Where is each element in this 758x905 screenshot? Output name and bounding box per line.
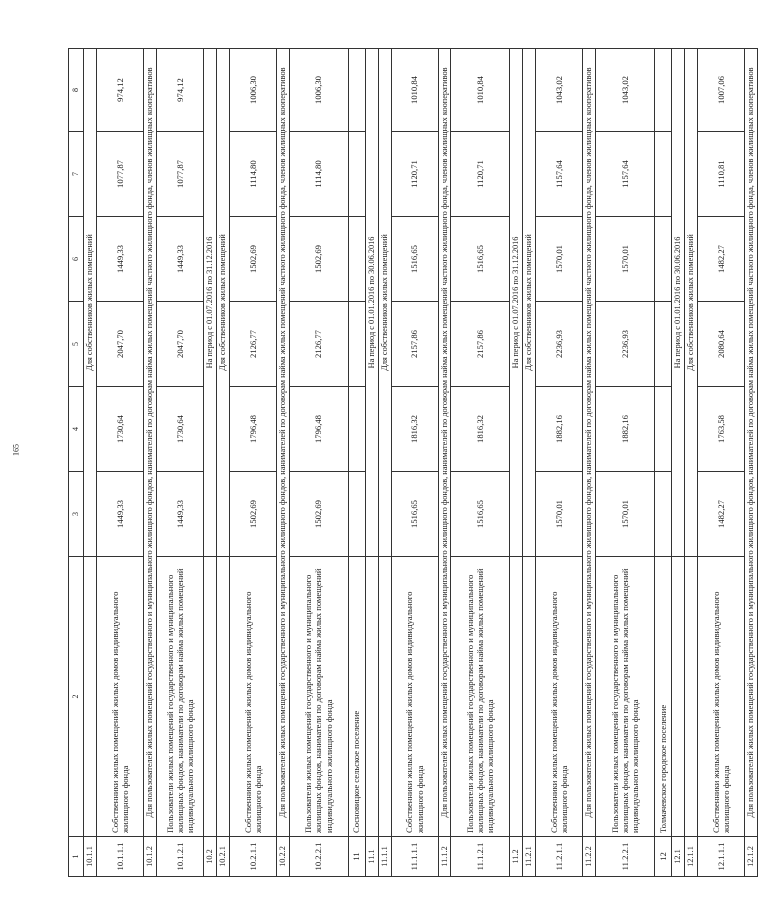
row-number: 10.1.1: [84, 837, 97, 877]
section-label: Для собственников жилых помещений: [523, 49, 536, 557]
section-label: На период с 01.07.2016 по 31.12.2016: [510, 49, 523, 557]
empty-cell: [523, 557, 536, 837]
value-cell: 1570,01: [536, 472, 583, 557]
row-number: 10.2.1.1: [229, 837, 276, 877]
value-cell: 2126,77: [229, 302, 276, 387]
column-header: 6: [69, 217, 84, 302]
empty-cell: [685, 557, 698, 837]
value-cell: 1502,69: [229, 217, 276, 302]
value-cell: 1120,71: [451, 132, 510, 217]
column-header-row: [69, 49, 84, 877]
empty-cell: [655, 132, 672, 217]
value-cell: 1010,84: [391, 49, 438, 132]
empty-cell: [348, 387, 365, 472]
column-header: 3: [69, 472, 84, 557]
value-cell: 2126,77: [289, 302, 348, 387]
value-cell: 2236,93: [536, 302, 583, 387]
row-number: 12.1.2: [745, 837, 758, 877]
column-header: 8: [69, 49, 84, 132]
value-cell: 1516,65: [391, 217, 438, 302]
value-cell: 1449,33: [97, 472, 144, 557]
value-cell: 1796,48: [289, 387, 348, 472]
value-cell: 1482,27: [698, 472, 745, 557]
value-cell: 1516,65: [451, 472, 510, 557]
empty-cell: [655, 49, 672, 132]
row-number: 10.1.2.1: [156, 837, 203, 877]
row-number: 10.2.2.1: [289, 837, 348, 877]
section-row: [523, 49, 536, 877]
section-label: Для пользователей жилых помещений государственного и муниципального жилищного фондов, нанимателей по договорам найма жилых помещений частного жилищного фонда, членов жилищных кооперативов: [583, 49, 596, 837]
value-cell: 2080,64: [698, 302, 745, 387]
row-description: Собственники жилых помещений жилых домов индивидуального жилищного фонда: [391, 557, 438, 837]
section-label: Для пользователей жилых помещений государственного и муниципального жилищного фондов, нанимателей по договорам найма жилых помещений частного жилищного фонда, членов жилищных кооперативов: [438, 49, 451, 837]
section-row: [276, 49, 289, 877]
value-cell: 1570,01: [536, 217, 583, 302]
value-cell: 1796,48: [229, 387, 276, 472]
value-cell: 1516,65: [391, 472, 438, 557]
section-label: На период с 01.01.2016 по 30.06.2016: [365, 49, 378, 557]
empty-cell: [84, 557, 97, 837]
table-body: [69, 49, 758, 877]
tariff-table: [68, 48, 758, 877]
empty-cell: [655, 387, 672, 472]
row-number: 11: [348, 837, 365, 877]
column-header: 4: [69, 387, 84, 472]
value-cell: 2157,86: [391, 302, 438, 387]
value-cell: 1730,64: [97, 387, 144, 472]
row-number: 12.1.1.1: [698, 837, 745, 877]
section-label: На период с 01.01.2016 по 30.06.2016: [672, 49, 685, 557]
row-number: 10.2.1: [216, 837, 229, 877]
value-cell: 1502,69: [289, 472, 348, 557]
settlement-name: Толмачевское городское поселение: [655, 557, 672, 837]
value-cell: 1449,33: [156, 472, 203, 557]
section-row: [745, 49, 758, 877]
empty-cell: [348, 49, 365, 132]
empty-cell: [655, 302, 672, 387]
row-description: Собственники жилых помещений жилых домов индивидуального жилищного фонда: [536, 557, 583, 837]
row-description: Пользователи жилых помещений государственного и муниципального жилищных фондов, наниматели по договорам найма жилых помещений индивидуального жилищного фонда: [596, 557, 655, 837]
section-label: Для пользователей жилых помещений государственного и муниципального жилищного фондов, нанимателей по договорам найма жилых помещений частного жилищного фонда, членов жилищных кооперативов: [144, 49, 157, 837]
row-number: 12.1.1: [685, 837, 698, 877]
value-cell: 1114,80: [229, 132, 276, 217]
empty-cell: [348, 302, 365, 387]
row-number: 10.2.2: [276, 837, 289, 877]
empty-cell: [348, 132, 365, 217]
empty-cell: [365, 557, 378, 837]
section-row: [378, 49, 391, 877]
table-row: [97, 49, 144, 877]
column-header: 2: [69, 557, 84, 837]
value-cell: 1502,69: [289, 217, 348, 302]
value-cell: 1157,64: [536, 132, 583, 217]
section-row: [510, 49, 523, 877]
section-row: [144, 49, 157, 877]
value-cell: 1516,65: [451, 217, 510, 302]
table-row: [289, 49, 348, 877]
value-cell: 1006,30: [229, 49, 276, 132]
value-cell: 974,12: [156, 49, 203, 132]
value-cell: 1007,06: [698, 49, 745, 132]
value-cell: 1482,27: [698, 217, 745, 302]
rotated-page-content: [68, 49, 756, 877]
row-number: 11.1.2.1: [451, 837, 510, 877]
settlement-row: [348, 49, 365, 877]
row-description: Пользователи жилых помещений государственного и муниципального жилищных фондов, наниматели по договорам найма жилых помещений индивидуального жилищного фонда: [451, 557, 510, 837]
value-cell: 1816,32: [391, 387, 438, 472]
row-number: 11.2: [510, 837, 523, 877]
column-header: 5: [69, 302, 84, 387]
row-description: Собственники жилых помещений жилых домов индивидуального жилищного фонда: [698, 557, 745, 837]
row-description: Пользователи жилых помещений государственного и муниципального жилищных фондов, наниматели по договорам найма жилых помещений индивидуального жилищного фонда: [156, 557, 203, 837]
value-cell: 1816,32: [451, 387, 510, 472]
value-cell: 1120,71: [391, 132, 438, 217]
empty-cell: [378, 557, 391, 837]
value-cell: 1730,64: [156, 387, 203, 472]
empty-cell: [203, 557, 216, 837]
empty-cell: [655, 472, 672, 557]
section-row: [672, 49, 685, 877]
empty-cell: [216, 557, 229, 837]
settlement-name: Сосновицкое сельское поселение: [348, 557, 365, 837]
row-description: Собственники жилых помещений жилых домов индивидуального жилищного фонда: [229, 557, 276, 837]
value-cell: 2157,86: [451, 302, 510, 387]
section-label: Для собственников жилых помещений: [685, 49, 698, 557]
value-cell: 1882,16: [596, 387, 655, 472]
empty-cell: [348, 472, 365, 557]
empty-cell: [510, 557, 523, 837]
column-header: 1: [69, 837, 84, 877]
row-number: 11.2.2: [583, 837, 596, 877]
table-row: [596, 49, 655, 877]
row-description: Пользователи жилых помещений государственного и муниципального жилищных фондов, наниматели по договорам найма жилых помещений индивидуального жилищного фонда: [289, 557, 348, 837]
empty-cell: [348, 217, 365, 302]
table-row: [229, 49, 276, 877]
value-cell: 1502,69: [229, 472, 276, 557]
row-number: 10.2: [203, 837, 216, 877]
settlement-row: [655, 49, 672, 877]
row-number: 11.1.2: [438, 837, 451, 877]
value-cell: 1570,01: [596, 472, 655, 557]
row-description: Собственники жилых помещений жилых домов индивидуального жилищного фонда: [97, 557, 144, 837]
value-cell: 2236,93: [596, 302, 655, 387]
table-row: [451, 49, 510, 877]
value-cell: 1157,64: [596, 132, 655, 217]
value-cell: 1570,01: [596, 217, 655, 302]
table-row: [536, 49, 583, 877]
value-cell: 1077,87: [97, 132, 144, 217]
value-cell: 1449,33: [156, 217, 203, 302]
value-cell: 1006,30: [289, 49, 348, 132]
section-row: [438, 49, 451, 877]
section-row: [216, 49, 229, 877]
value-cell: 1882,16: [536, 387, 583, 472]
empty-cell: [655, 217, 672, 302]
section-row: [365, 49, 378, 877]
page-number: 165: [11, 444, 21, 456]
table-row: [391, 49, 438, 877]
row-number: 10.1.1.1: [97, 837, 144, 877]
column-header: 7: [69, 132, 84, 217]
section-row: [84, 49, 97, 877]
value-cell: 2047,70: [156, 302, 203, 387]
table-row: [156, 49, 203, 877]
section-row: [583, 49, 596, 877]
row-number: 12: [655, 837, 672, 877]
row-number: 11.2.1.1: [536, 837, 583, 877]
section-label: Для пользователей жилых помещений государственного и муниципального жилищного фондов, нанимателей по договорам найма жилых помещений частного жилищного фонда, членов жилищных кооперативов: [745, 49, 758, 837]
section-row: [685, 49, 698, 877]
row-number: 11.2.2.1: [596, 837, 655, 877]
value-cell: 1114,80: [289, 132, 348, 217]
row-number: 12.1: [672, 837, 685, 877]
row-number: 11.1.1: [378, 837, 391, 877]
row-number: 11.1.1.1: [391, 837, 438, 877]
row-number: 10.1.2: [144, 837, 157, 877]
value-cell: 1010,84: [451, 49, 510, 132]
row-number: 11.2.1: [523, 837, 536, 877]
empty-cell: [672, 557, 685, 837]
value-cell: 2047,70: [97, 302, 144, 387]
value-cell: 974,12: [97, 49, 144, 132]
section-label: Для собственников жилых помещений: [378, 49, 391, 557]
value-cell: 1043,02: [596, 49, 655, 132]
section-label: Для пользователей жилых помещений государственного и муниципального жилищного фондов, нанимателей по договорам найма жилых помещений частного жилищного фонда, членов жилищных кооперативов: [276, 49, 289, 837]
value-cell: 1763,58: [698, 387, 745, 472]
value-cell: 1077,87: [156, 132, 203, 217]
row-number: 11.1: [365, 837, 378, 877]
section-label: Для собственников жилых помещений: [84, 49, 97, 557]
table-row: [698, 49, 745, 877]
section-label: На период с 01.07.2016 по 31.12.2016: [203, 49, 216, 557]
value-cell: 1110,81: [698, 132, 745, 217]
section-row: [203, 49, 216, 877]
section-label: Для собственников жилых помещений: [216, 49, 229, 557]
value-cell: 1043,02: [536, 49, 583, 132]
value-cell: 1449,33: [97, 217, 144, 302]
